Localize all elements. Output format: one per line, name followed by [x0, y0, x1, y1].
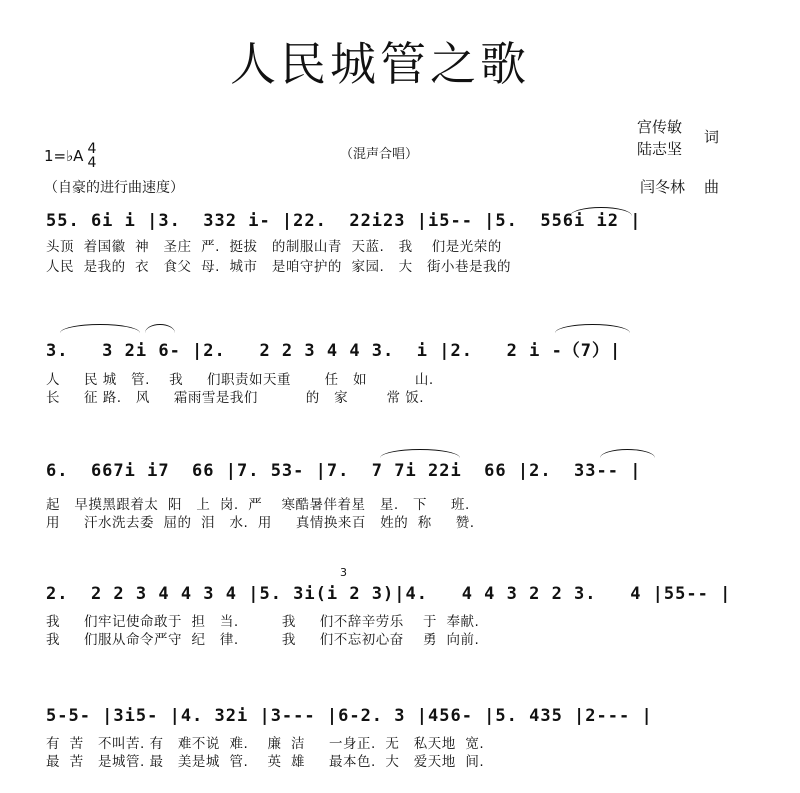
lyrics-verse-1: 起 早摸黑跟着太 阳 上 岗. 严 寒酷暑伴着星 星. 下 班. — [46, 497, 470, 513]
notation-line: 6. 667i i7 66 |7. 53- |7. 7 7i 22i 66 |2. 33-- | — [46, 461, 642, 481]
song-title: 人民城管之歌 — [230, 37, 530, 91]
lyrics-verse-1: 有 苦 不叫苦. 有 难不说 难. 廉 洁 一身正. 无 私天地 宽. — [46, 736, 485, 752]
composer-role: 曲 — [704, 178, 720, 196]
notation-line: 55. 6i i |3. 332 i- |22. 22i23 |i5-- |5. 556i i2 | — [46, 211, 642, 231]
lyrics-verse-1: 我 们牢记使命敢于 担 当. 我 们不辞辛劳乐 于 奉献. — [46, 614, 480, 630]
notation-line: 2. 2 2 3 4 4 3 4 |5. 3i(i 2 3)|4. 4 4 3 2 2 3. 4 |55-- | — [46, 584, 732, 604]
lyrics-verse-2: 人民 是我的 衣 食父 母. 城市 是咱守护的 家园. 大 街小巷是我的 — [46, 259, 511, 275]
key-label: 1=♭A — [44, 147, 84, 165]
time-signature — [87, 142, 96, 170]
slur-mark — [60, 324, 140, 333]
time-signature-top: 4 — [87, 141, 97, 157]
triplet-mark: 3 — [340, 566, 347, 579]
time-signature-bottom: 4 — [87, 155, 97, 171]
lyrics-verse-1: 头顶 着国徽 神 圣庄 严. 挺拔 的制服山青 天蓝. 我 们是光荣的 — [46, 239, 502, 255]
lyricist-line-1: 宫传敏 — [637, 118, 683, 136]
notation-line: 3. 3 2i 6- |2. 2 2 3 4 4 3. i |2. 2 i -（7）| — [46, 341, 622, 361]
lyrics-verse-2: 用 汗水洗去委 屈的 泪 水. 用 真情换来百 姓的 称 赞. — [46, 515, 475, 531]
lyrics-verse-1: 人 民 城 管. 我 们职责如天重 任 如 山. — [46, 372, 434, 388]
slur-mark — [555, 324, 630, 333]
composer-name: 闫冬林 — [640, 178, 686, 196]
lyricist-role: 词 — [704, 128, 720, 146]
lyrics-verse-2: 我 们服从命令严守 纪 律. 我 们不忘初心奋 勇 向前. — [46, 632, 480, 648]
notation-line: 5-5- |3i5- |4. 32i |3--- |6-2. 3 |456- |5. 435 |2--- | — [46, 706, 653, 726]
lyricist-line-2: 陆志坚 — [637, 140, 683, 158]
slur-mark — [145, 324, 175, 333]
lyrics-verse-2: 长 征 路. 风 霜雨雪是我们 的 家 常 饭. — [46, 390, 425, 406]
lyrics-verse-2: 最 苦 是城管. 最 美是城 管. 英 雄 最本色. 大 爱天地 间. — [46, 754, 485, 770]
tempo-marking: （自豪的进行曲速度） — [44, 180, 184, 196]
key-signature — [44, 142, 96, 170]
voice-designation: （混声合唱） — [340, 147, 419, 162]
slur-mark — [600, 449, 655, 458]
slur-mark — [380, 449, 460, 458]
